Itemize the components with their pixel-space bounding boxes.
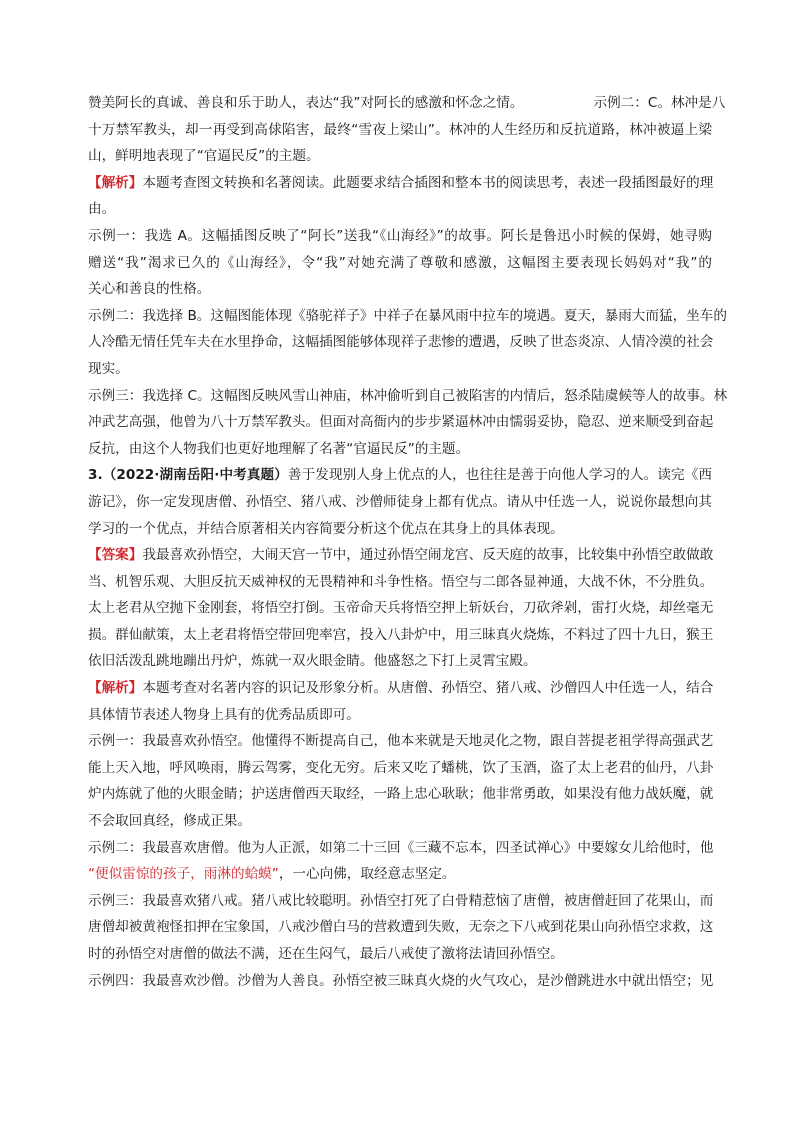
paragraph-line: 冲武艺高强，他曾为八十万禁军教头。但面对高衙内的步步紧逼林冲由懦弱妥协，隐忍、逆来顺受到奋起	[88, 414, 714, 431]
answer-tag: 【答案】	[88, 547, 143, 564]
paragraph-line: 示例二：我最喜欢唐僧。他为人正派，如第二十三回《三藏不忘本，四圣试禅心》中要嫁女儿给他时，他	[88, 839, 714, 856]
analysis-tag: 【解析】	[88, 174, 143, 191]
text-span: 善于发现别人身上优点的人，也往往是善于向他人学习的人。读完《西	[287, 467, 713, 484]
paragraph-line: 山，鲜明地表现了“官逼民反”的主题。	[88, 148, 320, 165]
analysis-line	[88, 172, 712, 194]
text-span: 赞美阿长的真诚、善良和乐于助人，表达“我”对阿长的感激和怀念之情。	[88, 95, 524, 111]
paragraph-line: 现实。	[88, 360, 129, 377]
paragraph-line	[88, 92, 726, 114]
paragraph-line: 十万禁军教头，却一再受到高俅陷害，最终“雪夜上梁山”。林冲的人生经历和反抗道路，林冲被逼上梁	[88, 121, 712, 138]
paragraph-line: 太上老君从空抛下金刚套，将悟空打倒。玉帝命天兵将悟空押上斩妖台，刀砍斧剁，雷打火烧，却丝毫无	[88, 600, 714, 617]
paragraph-line: 损。群仙献策，太上老君将悟空带回兜率宫，投入八卦炉中，用三昧真火烧炼，不料过了四十九日，猴王	[88, 626, 714, 643]
paragraph-line: 能上天入地，呼风唤雨，腾云驾雾，变化无穷。后来又吃了蟠桃，饮了玉酒，盗了太上老君的仙丹，八卦	[88, 759, 714, 776]
text-span: 示例二：C。林冲是八	[593, 95, 726, 111]
paragraph-line: 不会取回真经，修成正果。	[88, 813, 252, 830]
paragraph-line: 当、机智乐观、大胆反抗天威神权的无畏精神和斗争性格。悟空与二郎各显神通，大战不休，不分胜负。	[88, 573, 714, 590]
document-page	[88, 92, 728, 996]
question-number: 3.	[88, 467, 103, 484]
analysis-tag: 【解析】	[88, 680, 143, 697]
text-span: 本题考查对名著内容的识记及形象分析。从唐僧、孙悟空、猪八戒、沙僧四人中任选一人，结合	[142, 680, 714, 697]
paragraph-line: 依旧活泼乱跳地蹦出丹炉，炼就一双火眼金睛。他盛怒之下打上灵霄宝殿。	[88, 653, 537, 670]
analysis-line	[88, 677, 712, 699]
paragraph-line: 赠送“我”渴求已久的《山海经》，令“我”对她充满了尊敬和感激，这幅图主要表现长妈妈对“我”的	[88, 254, 712, 271]
text-span: 我最喜欢孙悟空，大闹天宫一节中，通过孙悟空闹龙宫、反天庭的故事，比较集中孙悟空敢做敢	[142, 547, 714, 564]
paragraph-line: 学习的一个优点，并结合原著相关内容简要分析这个优点在其身上的具体表现。	[88, 520, 564, 537]
paragraph-line: 示例一：我最喜欢孙悟空。他懂得不断提高自己，他本来就是天地灵化之物，跟自菩提老祖学得高强武艺	[88, 733, 714, 750]
text-span: ，一心向佛，取经意志坚定。	[278, 866, 456, 883]
paragraph-line: 关心和善良的性格。	[88, 281, 211, 298]
paragraph-line: 示例一：我选 A。这幅插图反映了“阿长”送我“《山海经》”的故事。阿长是鲁迅小时候的保姆，她寻购	[88, 227, 712, 244]
paragraph-line: 人冷酷无情任凭车夫在水里挣命，这幅插图能够体现祥子悲惨的遭遇，反映了世态炎凉、人情冷漠的社会	[88, 334, 714, 351]
paragraph-line: 由。	[88, 201, 116, 218]
paragraph-line: 反抗，由这个人物我们也更好地理解了名著“官逼民反”的主题。	[88, 440, 470, 457]
question-source: （2022·湖南岳阳·中考真题）	[102, 467, 288, 484]
text-span: 本题考查图文转换和名著阅读。此题要求结合插图和整本书的阅读思考，表述一段插图最好的理	[142, 174, 714, 191]
question-line	[88, 464, 712, 486]
paragraph-line: 示例三：我最喜欢猪八戒。猪八戒比较聪明。孙悟空打死了白骨精惹恼了唐僧，被唐僧赶回了花果山，而	[88, 892, 714, 909]
paragraph-line: 具体情节表述人物身上具有的优秀品质即可。	[88, 706, 360, 723]
answer-line	[88, 544, 712, 566]
paragraph-line: 唐僧却被黄袍怪扣押在宝象国，八戒沙僧白马的营救遭到失败，无奈之下八戒到花果山向孙悟空求救，这	[88, 919, 714, 936]
paragraph-line	[88, 863, 712, 885]
paragraph-line: 示例二：我选择 B。这幅图能体现《骆驼祥子》中祥子在暴风雨中拉车的境遇。夏天，暴雨大而猛，坐车的	[88, 307, 727, 324]
paragraph-line: 示例三：我选择 C。这幅图反映风雪山神庙，林冲偷听到自己被陷害的内情后，怒杀陆虞候等人的故事。林	[88, 387, 728, 404]
paragraph-line: 游记》，你一定发现唐僧、孙悟空、猪八戒、沙僧师徒身上都有优点。请从中任选一人，说说你最想向其	[88, 493, 712, 510]
highlighted-quote: “便似雷惊的孩子，雨淋的蛤蟆”	[88, 866, 279, 883]
paragraph-line: 时的孙悟空对唐僧的做法不满，还在生闷气，最后八戒使了激将法请回孙悟空。	[88, 946, 564, 962]
paragraph-line: 炉内炼就了他的火眼金睛；护送唐僧西天取经，一路上忠心耿耿；他非常勇敢，如果没有他力战妖魔，就	[88, 786, 714, 803]
paragraph-line: 示例四：我最喜欢沙僧。沙僧为人善良。孙悟空被三昧真火烧的火气攻心，是沙僧跳进水中就出悟空；见	[88, 972, 714, 989]
